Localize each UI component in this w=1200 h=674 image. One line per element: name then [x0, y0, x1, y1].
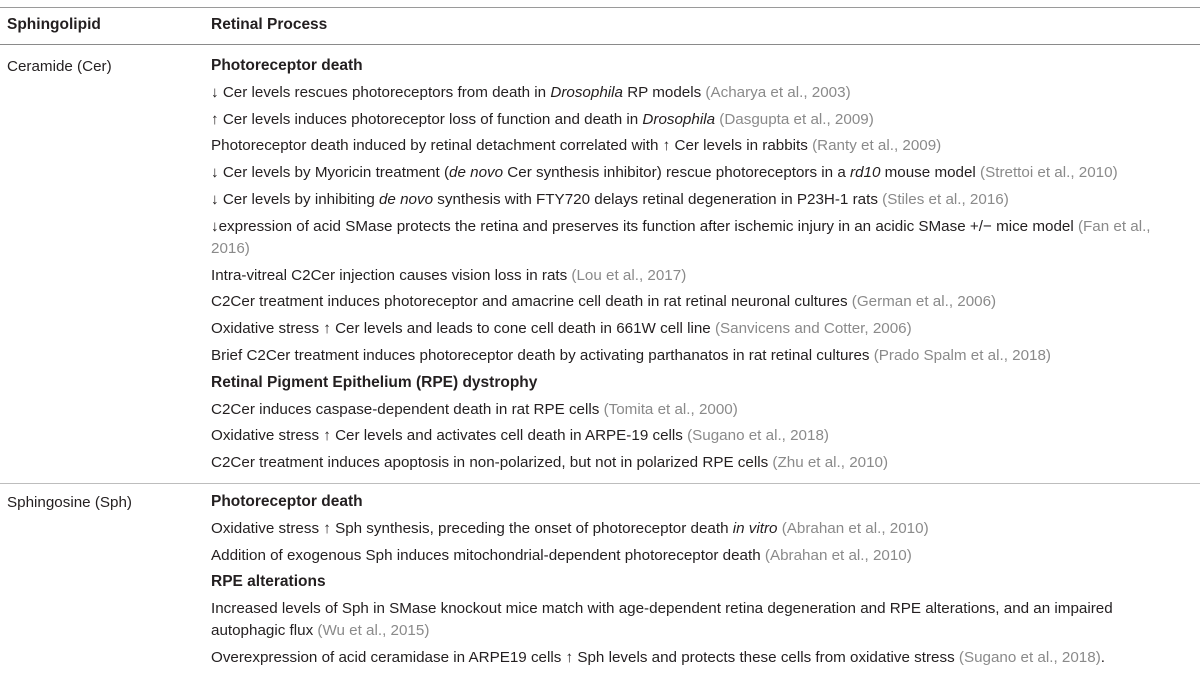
italic-term: de novo: [449, 164, 504, 182]
finding-text: C2Cer treatment induces photoreceptor and amacrine cell death in rat retinal neuronal cultures: [211, 293, 852, 311]
finding-item: [211, 291, 1191, 313]
section-title: RPE alterations: [211, 573, 326, 591]
finding-text: RP models: [622, 83, 706, 101]
finding-text: ↑ Cer levels induces photoreceptor loss of function and death in: [211, 110, 643, 128]
finding-text: ↓ Cer levels by inhibiting: [211, 190, 379, 208]
row-processes-ceramide: [211, 55, 1191, 479]
citation-link[interactable]: (Sugano et al., 2018): [958, 648, 1101, 666]
finding-text: Oxidative stress ↑ Sph synthesis, preceding the onset of photoreceptor death: [211, 519, 733, 537]
finding-item: [211, 647, 1191, 669]
row-lipid-sphingosine: Sphingosine (Sph): [7, 494, 132, 511]
italic-term: rd10: [850, 164, 881, 182]
finding-text: C2Cer induces caspase-dependent death in rat RPE cells: [211, 400, 604, 418]
finding-item: [211, 162, 1191, 184]
citation-link[interactable]: (Lou et al., 2017): [571, 266, 687, 284]
finding-item: [211, 135, 1191, 157]
citation-link[interactable]: (Stiles et al., 2016): [882, 190, 1009, 208]
finding-item: [211, 598, 1191, 642]
finding-item: [211, 399, 1191, 421]
finding-item: [211, 518, 1191, 540]
finding-text: Cer synthesis inhibitor) rescue photoreceptors in a: [503, 164, 851, 182]
finding-item: [211, 425, 1191, 447]
finding-text: Oxidative stress ↑ Cer levels and activates cell death in ARPE-19 cells: [211, 427, 688, 445]
section-title: Retinal Pigment Epithelium (RPE) dystrophy: [211, 373, 538, 391]
italic-term: in vitro: [732, 519, 778, 537]
row-lipid-ceramide: Ceramide (Cer): [7, 58, 112, 75]
finding-text: Oxidative stress ↑ Cer levels and leads to cone cell death in 661W cell line: [211, 320, 715, 338]
citation-link[interactable]: (Strettoi et al., 2010): [980, 164, 1118, 182]
finding-item: [211, 452, 1191, 474]
citation-link[interactable]: (Ranty et al., 2009): [812, 137, 942, 155]
finding-text: Intra-vitreal C2Cer injection causes vision loss in rats: [211, 266, 572, 284]
finding-text: Overexpression of acid ceramidase in ARPE19 cells ↑ Sph levels and protects these cells from oxidative stress: [211, 648, 959, 666]
citation-link[interactable]: (Prado Spalm et al., 2018): [873, 346, 1051, 364]
finding-item: [211, 318, 1191, 340]
finding-item: [211, 265, 1191, 287]
row-processes-sphingosine: [211, 491, 1191, 674]
citation-link[interactable]: (Dasgupta et al., 2009): [719, 110, 874, 128]
finding-text: Brief C2Cer treatment induces photoreceptor death by activating parthanatos in rat retinal cultures: [211, 346, 874, 364]
section-title: Photoreceptor death: [211, 57, 363, 74]
italic-term: Drosophila: [550, 83, 623, 101]
citation-link[interactable]: (Tomita et al., 2000): [603, 400, 738, 418]
citation-link[interactable]: (Sanvicens and Cotter, 2006): [714, 320, 912, 338]
citation-link[interactable]: (Acharya et al., 2003): [705, 83, 851, 101]
header-retinal-process: Retinal Process: [211, 16, 328, 33]
citation-link[interactable]: (Wu et al., 2015): [317, 622, 430, 640]
finding-item: [211, 82, 1191, 104]
italic-term: de novo: [378, 190, 434, 208]
finding-text: Photoreceptor death induced by retinal detachment correlated with ↑ Cer levels in rabbits: [211, 137, 813, 155]
citation-link[interactable]: (Fan et al., 2016): [211, 217, 1151, 257]
finding-text: mouse model: [880, 164, 981, 182]
citation-link[interactable]: (Sugano et al., 2018): [687, 427, 829, 445]
finding-text: synthesis with FTY720 delays retinal degeneration in P23H-1 rats: [433, 190, 883, 208]
finding-text: ↓expression of acid SMase protects the retina and preserves its function after ischemic injury in an acidic SMase +/− mice model: [211, 217, 1078, 235]
citation-link[interactable]: (Abrahan et al., 2010): [764, 546, 912, 564]
row-divider: [0, 483, 1200, 484]
finding-text: Increased levels of Sph in SMase knockout mice match with age-dependent retina degeneration and RPE alterations, and an impaired autophagic flux: [211, 600, 1113, 640]
finding-text: Addition of exogenous Sph induces mitochondrial-dependent photoreceptor death: [211, 546, 765, 564]
finding-item: [211, 189, 1191, 211]
citation-link[interactable]: (German et al., 2006): [851, 293, 997, 311]
table-top-rule: [0, 7, 1200, 8]
italic-term: Drosophila: [642, 110, 716, 128]
finding-item: [211, 216, 1191, 260]
finding-text: .: [1100, 648, 1105, 666]
citation-link[interactable]: (Abrahan et al., 2010): [781, 519, 929, 537]
finding-text: ↓ Cer levels by Myoricin treatment (: [211, 164, 450, 182]
header-sphingolipid: Sphingolipid: [7, 16, 101, 33]
citation-link[interactable]: (Zhu et al., 2010): [772, 454, 889, 472]
finding-text: C2Cer treatment induces apoptosis in non-polarized, but not in polarized RPE cells: [211, 454, 773, 472]
finding-item: [211, 545, 1191, 567]
header-rule: [0, 44, 1200, 45]
section-title: Photoreceptor death: [211, 493, 363, 510]
finding-text: ↓ Cer levels rescues photoreceptors from death in: [211, 83, 551, 101]
finding-item: [211, 345, 1191, 367]
finding-item: [211, 109, 1191, 131]
